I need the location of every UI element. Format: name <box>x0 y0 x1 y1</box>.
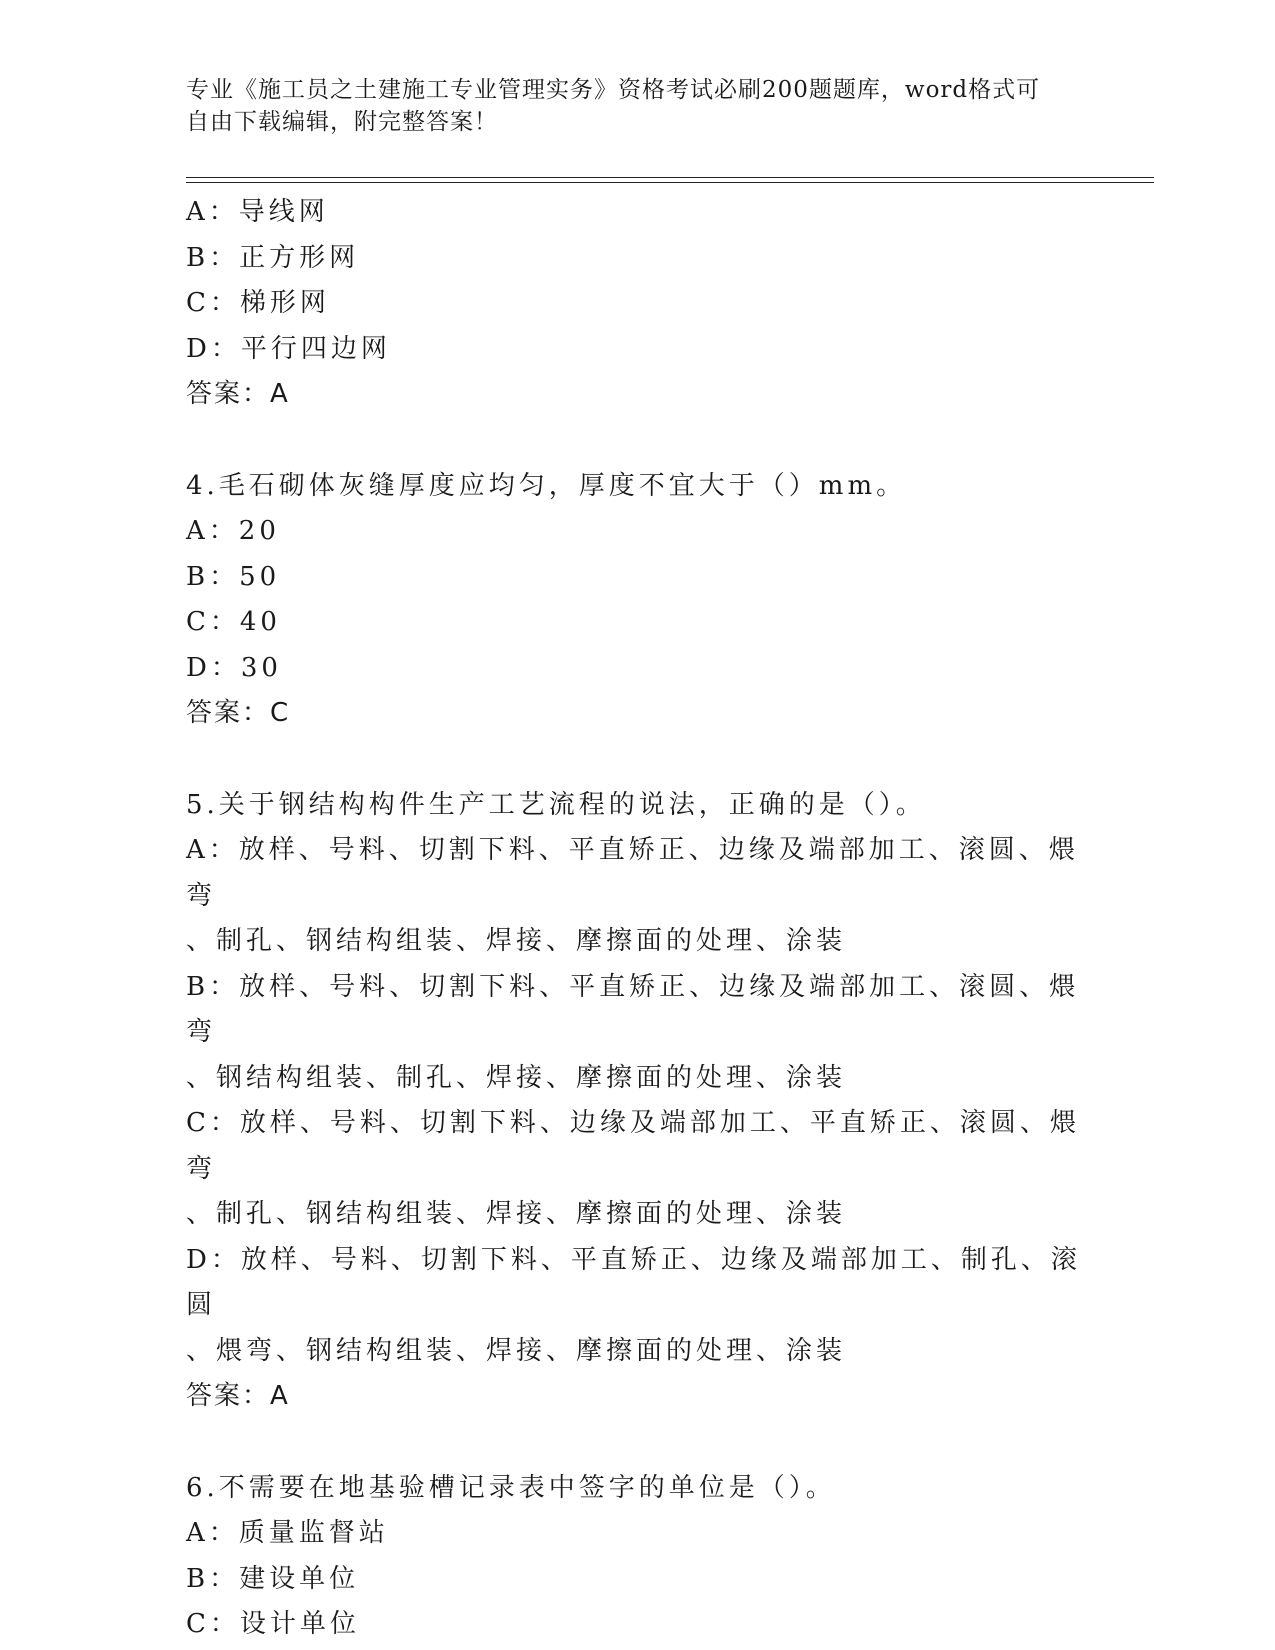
option-b: B：50 <box>186 561 281 592</box>
option-c <box>186 1101 1086 1238</box>
option-d: D：平行四边网 <box>186 333 391 364</box>
question-list <box>186 190 1086 1648</box>
option-c: C：设计单位 <box>186 1609 360 1639</box>
header-line-1: 专业《施工员之土建施工专业管理实务》资格考试必刷200题题库，word格式可 <box>186 77 1041 103</box>
option-a: A：质量监督站 <box>186 1518 389 1548</box>
option-d-line-1: D：放样、号料、切割下料、平直矫正、边缘及端部加工、制孔、滚圆 <box>186 1244 1081 1320</box>
option-b-line-1: B：放样、号料、切割下料、平直矫正、边缘及端部加工、滚圆、煨弯 <box>186 971 1080 1047</box>
question-text: 4.毛石砌体灰缝厚度应均匀，厚度不宜大于（）mm。 <box>186 470 907 501</box>
header-line-2: 自由下载编辑，附完整答案！ <box>186 109 498 135</box>
option-c: C：40 <box>186 607 281 637</box>
option-c: C：梯形网 <box>186 288 330 318</box>
question-6 <box>186 1466 1086 1648</box>
option-b-line-2: 、钢结构组装、制孔、焊接、摩擦面的处理、涂装 <box>186 1062 847 1093</box>
header-rule-bottom <box>186 182 1154 183</box>
question-4 <box>186 464 1086 737</box>
option-c-line-1: C：放样、号料、切割下料、边缘及端部加工、平直矫正、滚圆、煨弯 <box>186 1108 1080 1184</box>
answer: 答案：C <box>186 698 291 728</box>
option-c-line-2: 、制孔、钢结构组装、焊接、摩擦面的处理、涂装 <box>186 1199 847 1229</box>
header-rule-top <box>186 177 1154 178</box>
option-d <box>186 1238 1086 1375</box>
option-b: B：建设单位 <box>186 1563 360 1594</box>
answer: 答案：A <box>186 1381 290 1411</box>
question-5 <box>186 783 1086 1420</box>
option-a-line-1: A：放样、号料、切割下料、平直矫正、边缘及端部加工、滚圆、煨弯 <box>186 835 1079 911</box>
question-text: 6.不需要在地基验槽记录表中签字的单位是（）。 <box>186 1472 836 1503</box>
answer: 答案：A <box>186 379 290 409</box>
option-a-line-2: 、制孔、钢结构组装、焊接、摩擦面的处理、涂装 <box>186 926 847 956</box>
question-3 <box>186 190 1086 418</box>
option-a <box>186 828 1086 965</box>
option-a: A：导线网 <box>186 197 329 227</box>
option-b: B：正方形网 <box>186 242 360 273</box>
option-b <box>186 965 1086 1102</box>
option-d-line-2: 、煨弯、钢结构组装、焊接、摩擦面的处理、涂装 <box>186 1335 847 1366</box>
document-header <box>186 74 1066 138</box>
option-a: A：20 <box>186 516 280 546</box>
option-d: D：30 <box>186 652 282 683</box>
question-text: 5.关于钢结构构件生产工艺流程的说法，正确的是（）。 <box>186 789 926 820</box>
